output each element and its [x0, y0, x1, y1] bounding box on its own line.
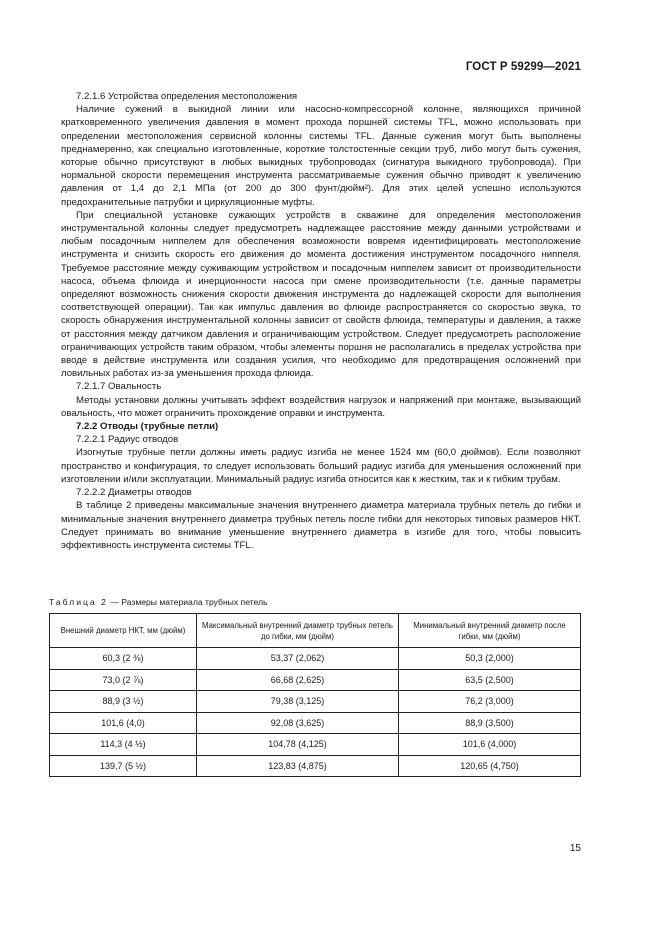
table-caption [49, 597, 268, 608]
table-cell: 123,83 (4,875) [197, 755, 399, 777]
table-cell: 66,68 (2,625) [197, 669, 399, 691]
standard-code: ГОСТ Р 59299—2021 [465, 61, 581, 73]
table-cell: 73,0 (2 ⅞) [50, 669, 197, 691]
table-row [50, 712, 581, 734]
table-caption-title: — Размеры материала трубных петель [110, 597, 268, 607]
table-header-row [50, 614, 581, 648]
table-row [50, 691, 581, 713]
paragraph: В таблице 2 приведены максимальные значения внутреннего диаметра материала трубных петель до гибки и минимальные значения внутреннего диаметра трубных петель после гибки для некоторых типовых размеров НКТ. Следует принимать во внимание уменьшение внутреннего диаметра в изгибе для того, чтобы повысить эффективность инструмента системы TFL. [61, 500, 581, 551]
column-header: Максимальный внутренний диаметр трубных петель до гибки, мм (дюйм) [197, 614, 399, 648]
table-cell: 79,38 (3,125) [197, 691, 399, 713]
table-cell: 101,6 (4,000) [399, 734, 581, 756]
table-row [50, 669, 581, 691]
table-caption-label: Таблица 2 [49, 597, 108, 607]
column-header: Внешний диаметр НКТ, мм (дюйм) [50, 614, 197, 648]
table-cell: 60,3 (2 ⅜) [50, 648, 197, 670]
table-cell: 76,2 (3,000) [399, 691, 581, 713]
table-cell: 63,5 (2,500) [399, 669, 581, 691]
table-cell: 120,65 (4,750) [399, 755, 581, 777]
paragraph: Изогнутые трубные петли должны иметь радиус изгиба не менее 1524 мм (60,0 дюймов). Если позволяют пространство и конфигурация, то следует использовать больший радиус изгиба для уменьшения осложнений при изготовлении и/или эксплуатации. Минимальный радиус изгиба относится как к жестким, так и к гибким трубам. [61, 447, 581, 485]
main-text [61, 90, 581, 552]
section-heading-7-2-2-2: 7.2.2.2 Диаметры отводов [76, 487, 192, 499]
section-heading-7-2-2-1: 7.2.2.1 Радиус отводов [76, 434, 179, 446]
table-cell: 88,9 (3 ½) [50, 691, 197, 713]
pipe-loop-sizes-table [49, 613, 581, 777]
table-cell: 104,78 (4,125) [197, 734, 399, 756]
table-row [50, 648, 581, 670]
section-heading-7-2-2: 7.2.2 Отводы (трубные петли) [76, 421, 219, 433]
paragraph: Наличие сужений в выкидной линии или насосно-компрессорной колонне, являющихся причиной кратковременного увеличения давления в момент прохода поршней системы TFL, можно использовать при определении местоположения сервисной колонны системы TFL. Данные сужения могут быть выполнены преднамеренно, как специально изготовленные, короткие толстостенные секции труб, либо могут быть сужения, которые обычно присутствуют в любых выкидных трубопроводах (сигнатура выкидного трубопровода). При нормальной скорости перемещения инструмента рассматриваемые сужения обычно приводят к увеличению давления от 1,4 до 2,1 МПа (от 200 до 300 фунт/дюйм²). Для этих целей успешно используются предохранительные патрубки и циркуляционные муфты. [61, 104, 581, 208]
table-cell: 114,3 (4 ½) [50, 734, 197, 756]
table-cell: 53,37 (2,062) [197, 648, 399, 670]
table-cell: 101,6 (4,0) [50, 712, 197, 734]
page-number: 15 [569, 843, 581, 854]
table-cell: 88,9 (3,500) [399, 712, 581, 734]
column-header: Минимальный внутренний диаметр после гибки, мм (дюйм) [399, 614, 581, 648]
table-cell: 139,7 (5 ½) [50, 755, 197, 777]
paragraph: При специальной установке сужающих устройств в скважине для определения местоположения инструментальной колонны следует предусмотреть надлежащее расстояние между данными устройствами и любым посадочным ниппелем для обеспечения возможности вовремя идентифицировать местоположение инструмента и снизить скорость его движения до момента достижения инструментом посадочного ниппеля. Требуемое расстояние между суживающим устройством и посадочным ниппелем зависит от производительности насоса, объема флюида и инерционности насоса при смене производительности (т.е. данные параметры определяют возможность снижения скорости движения инструмента до надлежащей скорости для выполнения соответствующей операции). Так как импульс давления во флюиде распространяется со скоростью звука, то скорость обнаружения инструментальной колонны зависит от свойств флюида, температуры и давления, а также от расстояния между датчиком давления и ограничивающим устройством. Следует предусмотреть расположение ограничивающих устройств таким образом, чтобы элементы поршня не располагались в пределах устройства при вводе в действие инструмента или создания усилия, что необходимо для предотвращения осложнений при ловильных работах из-за уменьшения прохода флюида. [61, 209, 581, 380]
table-cell: 92,08 (3,625) [197, 712, 399, 734]
paragraph: Методы установки должны учитывать эффект воздействия нагрузок и напряжений при монтаже, вызывающий овальность, что может ограничить прохождение оправки и инструмента. [61, 394, 581, 419]
table-row [50, 755, 581, 777]
table-cell: 50,3 (2,000) [399, 648, 581, 670]
table-row [50, 734, 581, 756]
section-heading-7-2-1-6: 7.2.1.6 Устройства определения местоположения [76, 91, 298, 102]
section-heading-7-2-1-7: 7.2.1.7 Овальность [76, 381, 162, 393]
